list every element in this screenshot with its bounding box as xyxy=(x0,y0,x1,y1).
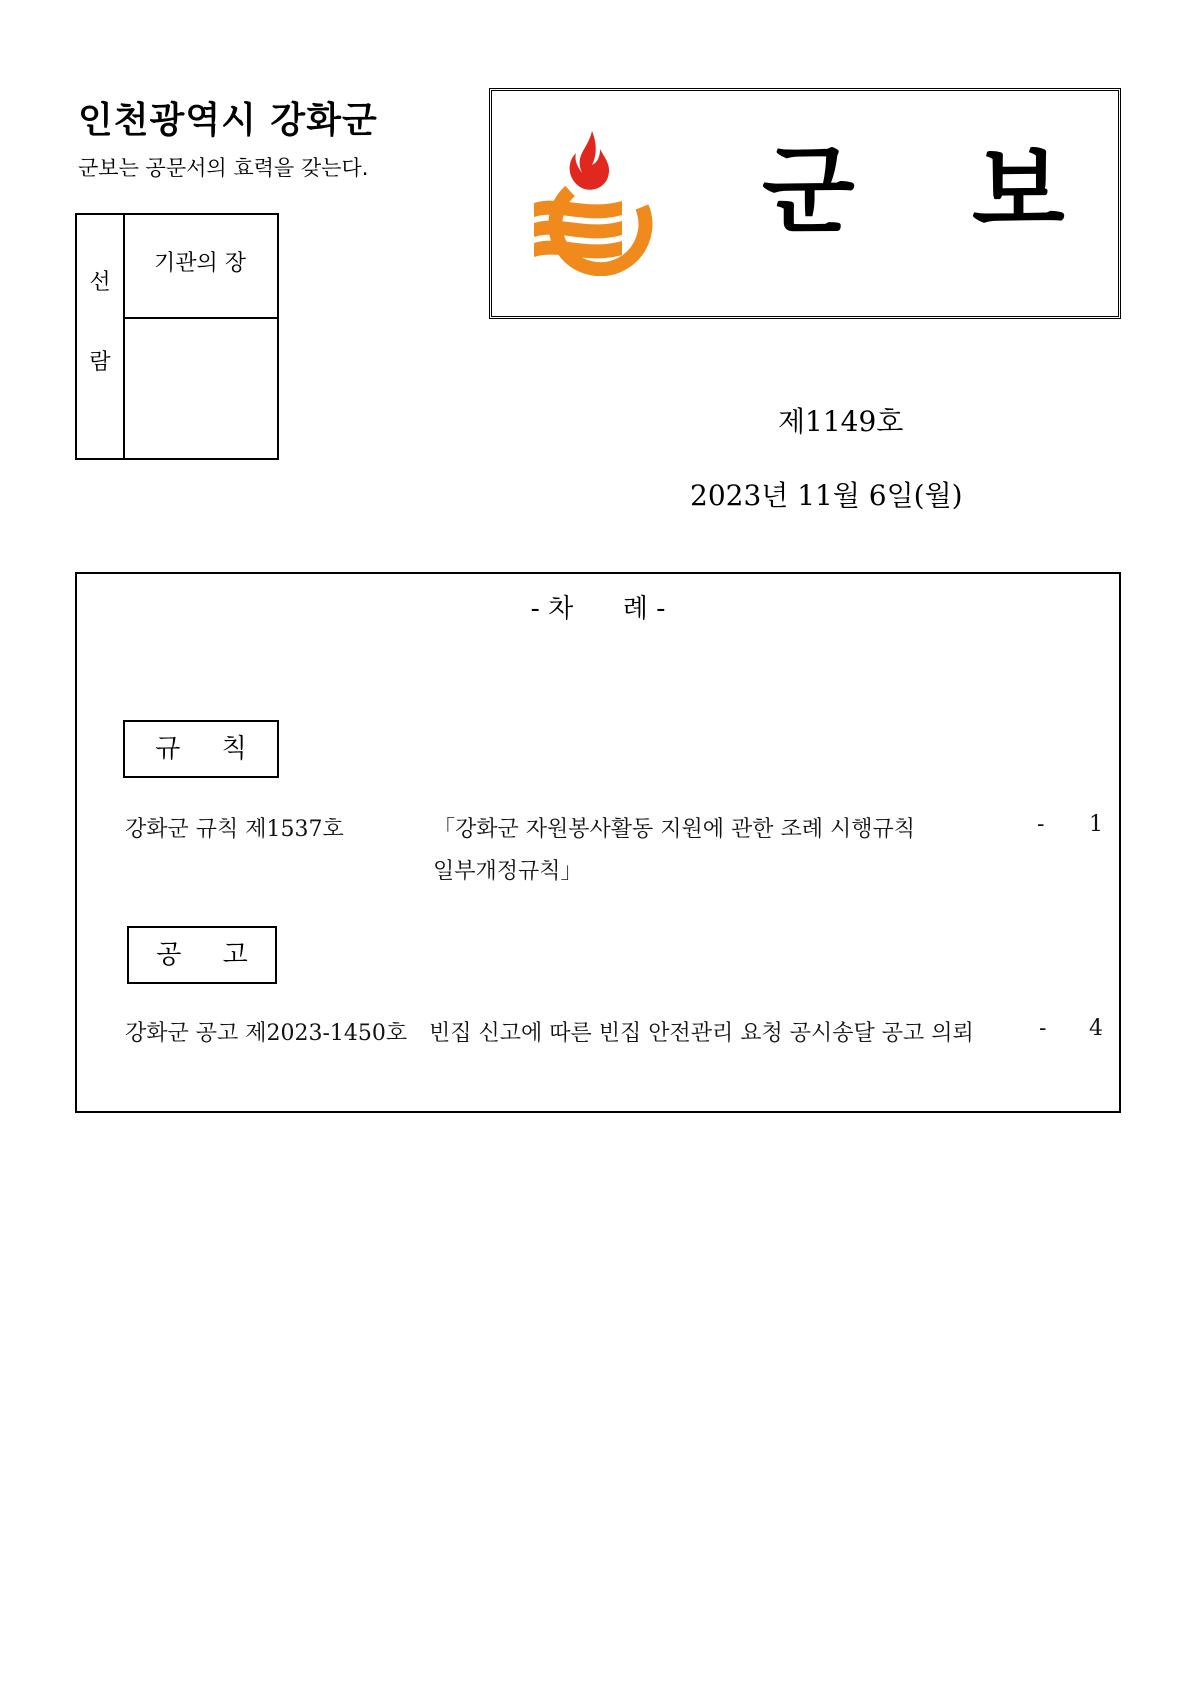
review-head-label: 기관의 장 xyxy=(123,215,277,319)
issuer-name: 인천광역시 강화군 xyxy=(78,100,378,141)
title-char: 보 xyxy=(972,135,1065,247)
section-label-notices: 공 고 xyxy=(127,926,277,984)
ganghwa-county-emblem-icon xyxy=(530,131,660,276)
review-side-char: 람 xyxy=(89,350,111,375)
toc-entry-title[interactable]: 「강화군 자원봉사활동 지원에 관한 조례 시행규칙 xyxy=(433,817,916,842)
section-label-rules: 규 칙 xyxy=(123,720,279,778)
toc-entry-title[interactable]: 빈집 신고에 따른 빈집 안전관리 요청 공시송달 공고 의뢰 xyxy=(429,1021,974,1046)
issue-date: 2023년 11월 6일(월) xyxy=(690,479,963,512)
toc-page-number: 1 xyxy=(1089,812,1103,837)
bulletin-notice: 군보는 공문서의 효력을 갖는다. xyxy=(78,156,369,180)
toc-entry-id: 강화군 규칙 제1537호 xyxy=(125,817,344,842)
toc-leader-dash: - xyxy=(1039,1016,1047,1041)
toc-page-number: 4 xyxy=(1089,1016,1103,1041)
toc-leader-dash: - xyxy=(1037,812,1045,837)
review-side-char: 선 xyxy=(89,270,111,295)
title-box xyxy=(489,88,1121,319)
title-char: 군 xyxy=(762,135,855,247)
toc-entry-id: 강화군 공고 제2023-1450호 xyxy=(125,1021,408,1046)
table-of-contents xyxy=(75,572,1121,1113)
review-box xyxy=(75,213,279,460)
toc-title: - 차 례 - xyxy=(530,594,666,624)
issue-number: 제1149호 xyxy=(778,405,904,438)
toc-entry-title[interactable]: 일부개정규칙」 xyxy=(433,859,583,884)
review-side-column xyxy=(77,215,125,458)
